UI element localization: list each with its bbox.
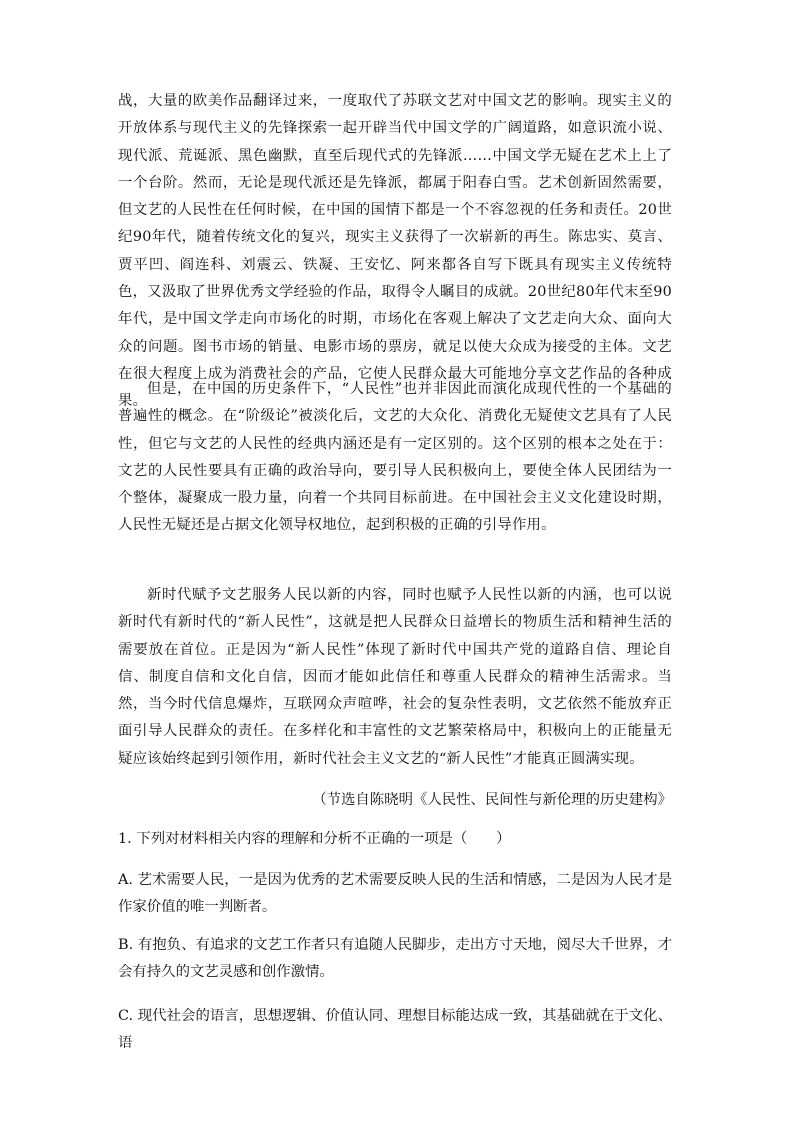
question-stem: 1. 下列对材料相关内容的理解和分析不正确的一项是（ ） [118,831,511,847]
source-citation: （节选自陈晓明《人民性、民间性与新伦理的历史建构》 [312,792,672,808]
option-b: B. 有抱负、有追求的文艺工作者只有追随人民脚步，走出方寸天地，阅尽大千世界，才会有持久的文艺灵感和创作激情。 [118,937,672,980]
paragraph-new-era: 新时代赋予文艺服务人民以新的内容，同时也赋予人民性以新的内涵，也可以说新时代有新时代的“新人民性”，这就是把人民群众日益增长的物质生活和精神生活的需要放在首位。正是因为“新人民性”体现了新时代中国共产党的道路自信、理论自信、制度自信和文化自信，因而才能如此信任和尊重人民群众的精神生活需求。当然，当今时代信息爆炸，互联网众声喧哗，社会的复杂性表明，文艺依然不能放弃正面引导人民群众的责任。在多样化和丰富性的文艺繁荣格局中，积极向上的正能量无疑应该始终起到引领作用，新时代社会主义文艺的“新人民性”才能真正圆满实现。 [118,587,672,767]
option-c: C. 现代社会的语言，思想逻辑、价值认同、理想目标能达成一致，其基础就在于文化、语 [118,1008,672,1051]
paragraph-continuation: 战，大量的欧美作品翻译过来，一度取代了苏联文艺对中国文艺的影响。现实主义的开放体系与现代主义的先锋探索一起开辟当代中国文学的广阔道路，如意识流小说、现代派、荒诞派、黑色幽默，直至后现代式的先锋派……中国文学无疑在艺术上上了一个台阶。然而，无论是现代派还是先锋派，都属于阳春白雪。艺术创新固然需要，但文艺的人民性在任何时候，在中国的国情下都是一个不容忽视的任务和责任。20世纪90年代，随着传统文化的复兴，现实主义获得了一次崭新的再生。陈忠实、莫言、贾平凹、阎连科、刘震云、铁凝、王安忆、阿来都各自写下既具有现实主义传统特色，又汲取了世界优秀文学经验的作品，取得令人瞩目的成就。20世纪80年代末至90年代，是中国文学走向市场化的时期，市场化在客观上解决了文艺走向大众、面向大众的问题。图书市场的销量、电影市场的票房，就足以使大众成为接受的主体。文艺在很大程度上成为消费社会的产品，它使人民群众最大可能地分享文艺作品的各种成果。 [118,93,672,410]
option-a: A. 艺术需要人民，一是因为优秀的艺术需要反映人民的生活和情感，二是因为人民才是作家价值的唯一判断者。 [118,872,672,915]
paragraph-people-nature: 但是，在中国的历史条件下，“人民性”也并非因此而演化成现代性的一个基础的普遍性的概念。在“阶级论”被淡化后，文艺的大众化、消费化无疑使文艺具有了人民性，但它与文艺的人民性的经典内涵还是有一定区别的。这个区别的根本之处在于：文艺的人民性要具有正确的政治导向，要引导人民积极向上，要使全体人民团结为一个整体，凝聚成一股力量，向着一个共同目标前进。在中国社会主义文化建设时期，人民性无疑还是占据文化领导权地位，起到积极的正确的引导作用。 [118,381,672,534]
